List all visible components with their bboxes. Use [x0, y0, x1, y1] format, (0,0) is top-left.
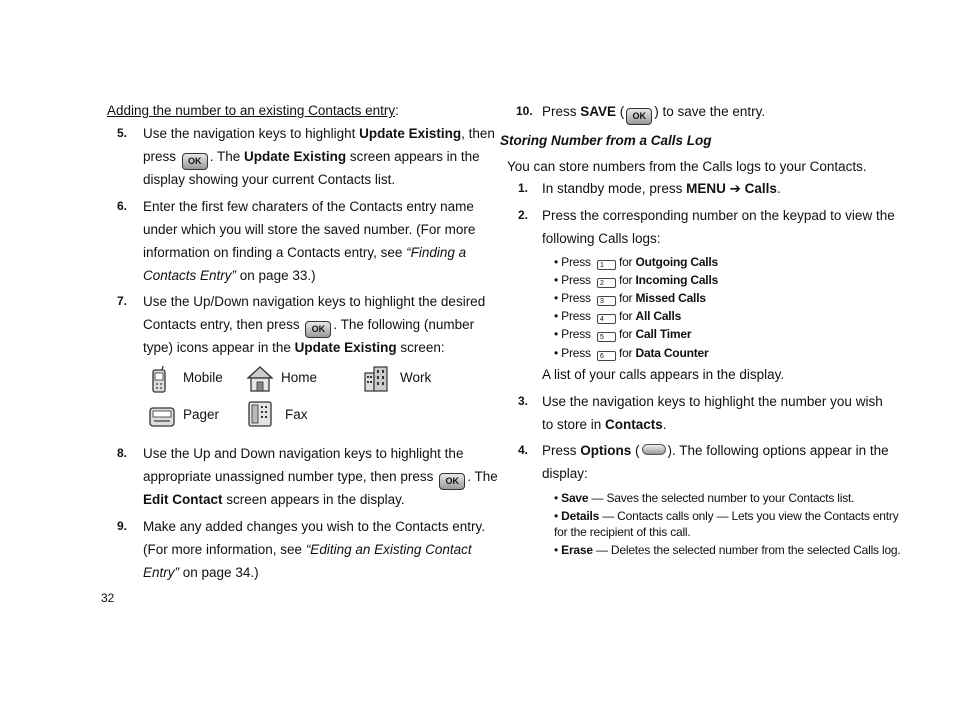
step-5-line-1: Use the navigation keys to highlight Update Existing, then — [143, 126, 495, 141]
bullet-press-text: • Press — [554, 291, 594, 305]
step-7-line-2: Contacts entry, then press OK . The following (number — [143, 313, 474, 338]
bullet-for-text: for — [618, 346, 636, 360]
step-6-line-4: Contacts Entry” on page 33.) — [143, 268, 316, 283]
step-number: 10. — [516, 104, 533, 118]
step-4-line-2: display: — [542, 466, 588, 481]
step-6-line-1: Enter the first few charaters of the Contacts entry name — [143, 199, 474, 214]
icon-label-pager: Pager — [183, 407, 220, 422]
step-5-line-2: press OK . The Update Existing screen appears in the — [143, 145, 480, 170]
bullet-for-text: for — [618, 309, 636, 323]
step-number: 6. — [117, 199, 128, 213]
call-log-item — [554, 289, 706, 307]
step-7-line-3: type) icons appear in the Update Existing screen: — [143, 340, 445, 355]
call-log-label: All Calls — [635, 309, 682, 323]
option-save: • Save — Saves the selected number to your Contacts list. — [554, 491, 855, 505]
keypad-key-icon: 5 — [597, 332, 616, 342]
step-6-line-2: under which you will store the saved number. (For more — [143, 222, 476, 237]
call-log-item — [554, 344, 708, 362]
home-icon — [246, 365, 274, 393]
icon-label-work: Work — [400, 370, 432, 385]
pager-icon — [148, 405, 176, 429]
keypad-key-icon: 6 — [597, 351, 616, 361]
ok-key-icon: OK — [182, 153, 208, 170]
keypad-key-icon: 2 — [597, 278, 616, 288]
softkey-icon — [642, 444, 666, 455]
work-building-icon — [362, 365, 390, 393]
bullet-press-text: • Press — [554, 327, 594, 341]
bullet-press-text: • Press — [554, 309, 594, 323]
keypad-key-icon: 4 — [597, 314, 616, 324]
ok-key-icon: OK — [439, 473, 465, 490]
step-number: 8. — [117, 446, 128, 460]
section-heading-existing: Adding the number to an existing Contacts entry: — [107, 103, 399, 118]
call-log-label: Outgoing Calls — [635, 255, 719, 269]
step-10: Press SAVE ( OK ) to save the entry. — [542, 100, 765, 125]
step-2-line-1: Press the corresponding number on the keypad to view the — [542, 208, 895, 223]
step-5-line-3: display showing your current Contacts list. — [143, 172, 396, 187]
call-log-label: Data Counter — [635, 346, 709, 360]
call-log-label: Missed Calls — [635, 291, 706, 305]
step-8-line-3: Edit Contact screen appears in the display. — [143, 492, 405, 507]
icon-label-fax: Fax — [285, 407, 308, 422]
step-number: 2. — [518, 208, 529, 222]
keypad-key-icon: 3 — [597, 296, 616, 306]
step-6-line-3: information on finding a Contacts entry, see “Finding a — [143, 245, 467, 260]
icon-label-home: Home — [281, 370, 318, 385]
step-4-line-1: Press Options ( ). The following options appear in the — [542, 443, 889, 458]
call-log-item — [554, 271, 718, 289]
page-number: 32 — [101, 591, 115, 605]
option-details: • Details — Contacts calls only — Lets you view the Contacts entry — [554, 509, 899, 523]
step-9-line-3: Entry” on page 34.) — [143, 565, 259, 580]
step-3-line-1: Use the navigation keys to highlight the number you wish — [542, 394, 883, 409]
step-8-line-1: Use the Up and Down navigation keys to highlight the — [143, 446, 464, 461]
step-9-line-1: Make any added changes you wish to the Contacts entry. — [143, 519, 485, 534]
mobile-icon — [150, 366, 168, 394]
ok-key-icon: OK — [626, 108, 652, 125]
list-note: A list of your calls appears in the display. — [542, 367, 785, 382]
call-log-label: Call Timer — [635, 327, 692, 341]
bullet-for-text: for — [618, 327, 636, 341]
fax-icon — [246, 400, 274, 428]
step-number: 5. — [117, 126, 128, 140]
step-number: 4. — [518, 443, 529, 457]
call-log-label: Incoming Calls — [635, 273, 719, 287]
icon-label-mobile: Mobile — [183, 370, 223, 385]
step-2-line-2: following Calls logs: — [542, 231, 661, 246]
step-8-line-2: appropriate unassigned number type, then press OK . The — [143, 465, 498, 490]
section-title-calls-log: Storing Number from a Calls Log — [500, 133, 712, 148]
bullet-for-text: for — [618, 255, 636, 269]
bullet-for-text: for — [618, 273, 636, 287]
option-details-cont: for the recipient of this call. — [554, 525, 691, 539]
step-number: 9. — [117, 519, 128, 533]
step-3-line-2: to store in Contacts. — [542, 417, 667, 432]
intro-text: You can store numbers from the Calls logs to your Contacts. — [507, 159, 867, 174]
step-number: 3. — [518, 394, 529, 408]
call-log-item — [554, 307, 681, 325]
bullet-press-text: • Press — [554, 346, 594, 360]
bullet-for-text: for — [618, 291, 636, 305]
call-log-item — [554, 325, 691, 343]
option-erase: • Erase — Deletes the selected number from the selected Calls log. — [554, 543, 901, 557]
call-log-item — [554, 253, 718, 271]
keypad-key-icon: 1 — [597, 260, 616, 270]
ok-key-icon: OK — [305, 321, 331, 338]
bullet-press-text: • Press — [554, 255, 594, 269]
bullet-press-text: • Press — [554, 273, 594, 287]
step-number: 1. — [518, 181, 529, 195]
step-1: In standby mode, press MENU ➔ Calls. — [542, 181, 781, 196]
step-number: 7. — [117, 294, 128, 308]
step-7-line-1: Use the Up/Down navigation keys to highlight the desired — [143, 294, 486, 309]
step-9-line-2: (For more information, see “Editing an Existing Contact — [143, 542, 472, 557]
